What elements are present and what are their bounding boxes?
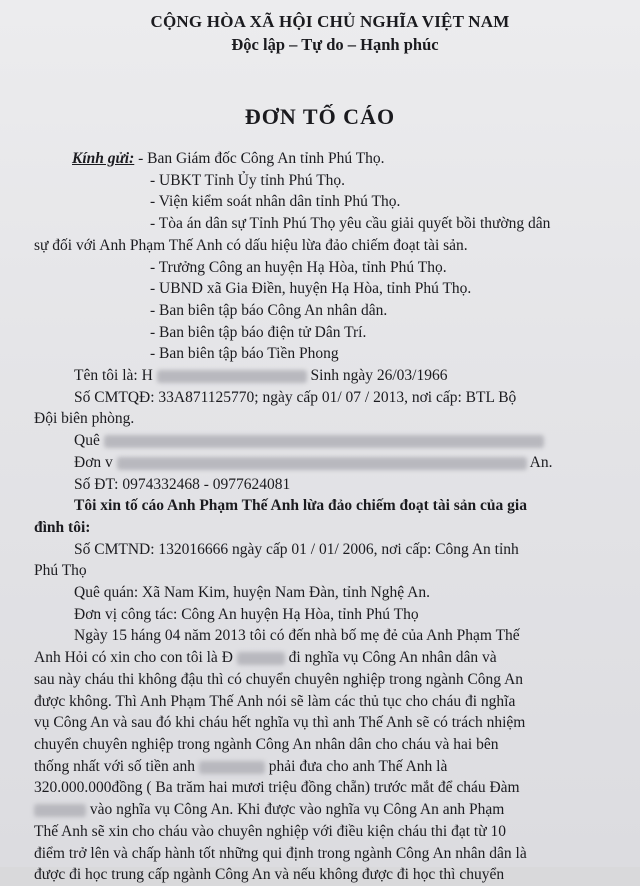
recipient-item: - Ban biên tập báo điện tử Dân Trí.: [150, 323, 367, 341]
recipient-item: - Tòa án dân sự Tỉnh Phú Thọ yêu cầu giải quyết bồi thường dân: [150, 215, 551, 233]
complainant-dob: Sinh ngày 26/03/1966: [310, 367, 448, 385]
document-body: [34, 148, 610, 886]
narrative-text: Anh Hỏi có xin cho con tôi là Đ: [34, 649, 233, 667]
nation-name: CỘNG HÒA XÃ HỘI CHỦ NGHĨA VIỆT NAM: [150, 12, 510, 31]
redacted-name: [199, 761, 265, 774]
recipient-item-continuation: sự đối với Anh Phạm Thế Anh có dấu hiệu lừa đảo chiếm đoạt tài sản.: [34, 236, 468, 254]
recipient-item: - UBND xã Gia Điền, huyện Hạ Hòa, tỉnh Phú Thọ.: [150, 280, 472, 298]
narrative-text: thống nhất với số tiền anh: [34, 757, 196, 775]
complainant-phone: Số ĐT: 0974332468 - 0977624081: [74, 475, 291, 493]
recipient-item: - Trưởng Công an huyện Hạ Hòa, tỉnh Phú Thọ.: [150, 258, 447, 276]
redacted-child-name: [237, 652, 285, 665]
complainant-name-line: [34, 365, 610, 387]
complainant-workplace-label: Đơn v: [74, 453, 113, 471]
recipients-label: Kính gửi:: [72, 150, 135, 167]
narrative-line: vụ Công An và sau đó khi cháu hết nghĩa vụ thì anh Thế Anh sẽ có trách nhiệm: [34, 714, 526, 732]
narrative-line: Thế Anh sẽ xin cho cháu vào chuyên nghiệp với điều kiện cháu thi đạt từ 10: [34, 822, 507, 840]
redacted-name: [157, 370, 307, 383]
complainant-name-label: Tên tôi là: H: [74, 367, 153, 385]
accused-id-continuation: Phú Thọ: [34, 562, 87, 580]
narrative-line: được không. Thì Anh Phạm Thế Anh nói sẽ làm các thủ tục cho cháu đi nghĩa: [34, 692, 516, 710]
accusation-statement: Tôi xin tố cáo Anh Phạm Thế Anh lừa đảo chiếm đoạt tài sản của gia: [74, 497, 527, 515]
complainant-workplace-line: [34, 452, 610, 474]
redacted-hometown: [104, 435, 544, 448]
redacted-workplace: [117, 457, 527, 470]
complainant-hometown-line: [34, 430, 610, 452]
narrative-line: 320.000.000đồng ( Ba trăm hai mươi triệu đồng chẵn) trước mắt để cháu Đàm: [34, 779, 520, 797]
narrative-line: [34, 647, 610, 669]
document-title: ĐƠN TỐ CÁO: [244, 104, 396, 129]
narrative-line: [34, 756, 610, 778]
recipient-item: - Viện kiểm soát nhân dân tỉnh Phú Thọ.: [150, 193, 401, 211]
narrative-line: [34, 799, 610, 821]
narrative-line: điểm trở lên và chấp hành tốt những qui định trong ngành Công An nhân dân là: [34, 844, 527, 862]
accused-workplace: Đơn vị công tác: Công An huyện Hạ Hòa, tỉnh Phú Thọ: [74, 605, 419, 623]
narrative-text: đi nghĩa vụ Công An nhân dân và: [288, 649, 497, 667]
complainant-id: Số CMTQĐ: 33A871125770; ngày cấp 01/ 07 / 2013, nơi cấp: BTL Bộ: [74, 388, 517, 406]
accused-id: Số CMTND: 132016666 ngày cấp 01 / 01/ 2006, nơi cấp: Công An tỉnh: [74, 540, 519, 558]
recipient-item: - UBKT Tỉnh Ủy tỉnh Phú Thọ.: [150, 171, 346, 189]
accused-hometown: Quê quán: Xã Nam Kim, huyện Nam Đàn, tỉnh Nghệ An.: [74, 584, 431, 602]
narrative-text: phải đưa cho anh Thế Anh là: [268, 757, 448, 775]
accusation-statement-continuation: đình tôi:: [34, 518, 91, 536]
national-header: [0, 12, 640, 55]
narrative-line: Ngày 15 háng 04 năm 2013 tôi có đến nhà bố mẹ đẻ của Anh Phạm Thế: [74, 627, 520, 645]
recipient-item: - Ban Giám đốc Công An tỉnh Phú Thọ.: [138, 150, 385, 167]
narrative-line: sau này cháu thi không đậu thì có chuyển chuyên nghiệp trong ngành Công An: [34, 670, 524, 688]
national-motto: Độc lập – Tự do – Hạnh phúc: [231, 35, 439, 54]
complainant-id-continuation: Đội biên phòng.: [34, 410, 135, 428]
complainant-workplace-end: An.: [529, 453, 553, 471]
redacted-name: [34, 804, 86, 817]
complainant-hometown-label: Quê: [74, 432, 100, 450]
recipient-item: - Ban biên tập báo Công An nhân dân.: [150, 301, 388, 319]
recipient-line: [34, 148, 610, 170]
narrative-text: vào nghĩa vụ Công An. Khi được vào nghĩa vụ Công An anh Phạm: [89, 801, 505, 819]
recipient-item: - Ban biên tập báo Tiền Phong: [150, 345, 339, 363]
narrative-line: chuyển chuyên nghiệp trong ngành Công An nhân dân cho cháu và hai bên: [34, 735, 499, 753]
narrative-line: được đi học trung cấp ngành Công An và nếu không được đi học thì chuyển: [34, 866, 505, 884]
